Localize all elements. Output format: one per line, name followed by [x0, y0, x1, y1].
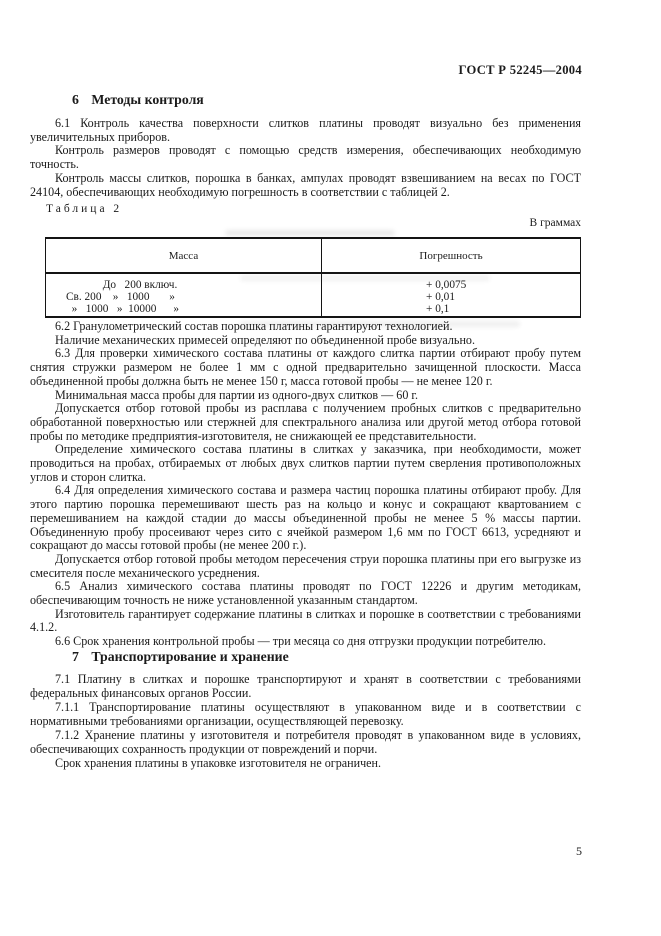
- paragraph: Допускается отбор готовой пробы из расплава с получением пробных слитков с предварительно обработанной поверхностью или стержней для спектрального анализа или другой метод отбора готовой пробы по методике предприятия-изготовителя, не снижающей ее представительности.: [30, 401, 581, 443]
- section-6-number: 6: [72, 92, 79, 107]
- paragraph: Допускается отбор готовой пробы методом пересечения струи порошка платины при его выгрузке из смесителя после механического усреднения.: [30, 551, 581, 580]
- table-2: [45, 237, 581, 318]
- paragraph-6-2: 6.2 Гранулометрический состав порошка платины гарантируют технологией.: [55, 319, 453, 333]
- paragraph: Срок хранения платины в упаковке изготовителя не ограничен.: [55, 756, 382, 770]
- paragraph-6-4: 6.4 Для определения химического состава и размера частиц порошка платины отбирают пробу. Для этого партию порошка перемешивают шесть раз на кольцо и конус и сокращают квартованием с перемешиванием на каждой стадии до массы объединенной пробы не менее 5 % массы партии. Объединенную пробу просеивают через сито с ячейкой размером 1,6 мм по ГОСТ 6613, усредняют и сокращают до массы готовой пробы (не менее 200 г.).: [30, 483, 581, 553]
- paragraph-7-1-1: 7.1.1 Транспортирование платины осуществляют в упакованном виде и в соответствии с нормативными требованиями организации, осуществляющей перевозку.: [30, 700, 581, 728]
- paragraph: Определение химического состава платины в слитках у заказчика, при необходимости, может проводиться на пробах, отбираемых от любых двух слитков партии путем сверления противоположных углов и сторон слитка.: [30, 442, 581, 484]
- section-7-number: 7: [72, 649, 79, 664]
- paragraph-7-1-2: 7.1.2 Хранение платины у изготовителя и потребителя проводят в упакованном виде в условиях, обеспечивающих сохранность продукции от повреждений и порчи.: [30, 728, 581, 756]
- doc-code-header: ГОСТ Р 52245—2004: [458, 63, 582, 77]
- error-value-line: + 0,1: [426, 303, 450, 316]
- paragraph: Изготовитель гарантирует содержание платины в слитках и порошке в соответствии с требованиями 4.1.2.: [30, 606, 581, 635]
- mass-range-line: » 1000 » 10000 »: [66, 303, 179, 316]
- paragraph-7-1: 7.1 Платину в слитках и порошке транспортируют и хранят в соответствии с требованиями федеральных финансовых органов России.: [30, 672, 581, 700]
- section-6-intro: [30, 117, 581, 199]
- section-6-heading: [72, 92, 204, 108]
- paragraph: Контроль размеров проводят с помощью средств измерения, обеспечивающих необходимую точность.: [30, 143, 581, 172]
- paragraph: Минимальная масса пробы для партии из одного-двух слитков — 60 г.: [55, 387, 419, 402]
- mass-range-cell: [46, 274, 322, 316]
- page-number: 5: [576, 844, 582, 858]
- paragraph: Контроль массы слитков, порошка в банках, ампулах проводят взвешиванием на весах по ГОСТ 24104, обеспечивающих необходимую погрешность в соответствии с таблицей 2.: [30, 170, 581, 199]
- section-7-body: [30, 672, 581, 770]
- mass-range-line: Св. 200 » 1000 »: [66, 291, 175, 304]
- paragraph-6-5: 6.5 Анализ химического состава платины проводят по ГОСТ 12226 и другим методикам, обеспечивающим точность не ниже установленной указанным стандартом.: [30, 579, 581, 608]
- section-7-title: Транспортирование и хранение: [91, 649, 289, 664]
- mass-range-line: До 200 включ.: [66, 279, 178, 291]
- section-6-body: [30, 320, 581, 649]
- scan-artifact: [225, 230, 395, 236]
- table-2-label: Таблица 2: [46, 203, 123, 215]
- table-2-units-note: В граммах: [529, 217, 581, 229]
- paragraph-6-3: 6.3 Для проверки химического состава платины от каждого слитка партии отбирают пробу путем снятия стружки размером не более 1 мм с одной предварительно зачищенной плоскости. Масса объединенной пробы должна быть не менее 150 г, масса готовой пробы — не менее 120 г.: [30, 346, 581, 388]
- error-value-cell: [322, 274, 580, 316]
- section-7-heading: [72, 649, 289, 665]
- paragraph-6-6: 6.6 Срок хранения контрольной пробы — три месяца со дня отгрузки продукции потребителю.: [55, 634, 546, 649]
- table-header-row: [46, 239, 580, 274]
- paragraph: Наличие механических примесей определяют по объединенной пробе визуально.: [55, 332, 475, 347]
- column-header-error: Погрешность: [419, 249, 483, 262]
- error-value-line: + 0,01: [426, 291, 455, 304]
- error-value-line: + 0,0075: [426, 279, 467, 291]
- section-6-title: Методы контроля: [91, 92, 204, 107]
- paragraph-6-1: 6.1 Контроль качества поверхности слитков платины проводят визуально без применения увеличительных приборов.: [30, 116, 581, 144]
- table-body-row: [46, 274, 580, 316]
- column-header-mass: Масса: [46, 239, 322, 272]
